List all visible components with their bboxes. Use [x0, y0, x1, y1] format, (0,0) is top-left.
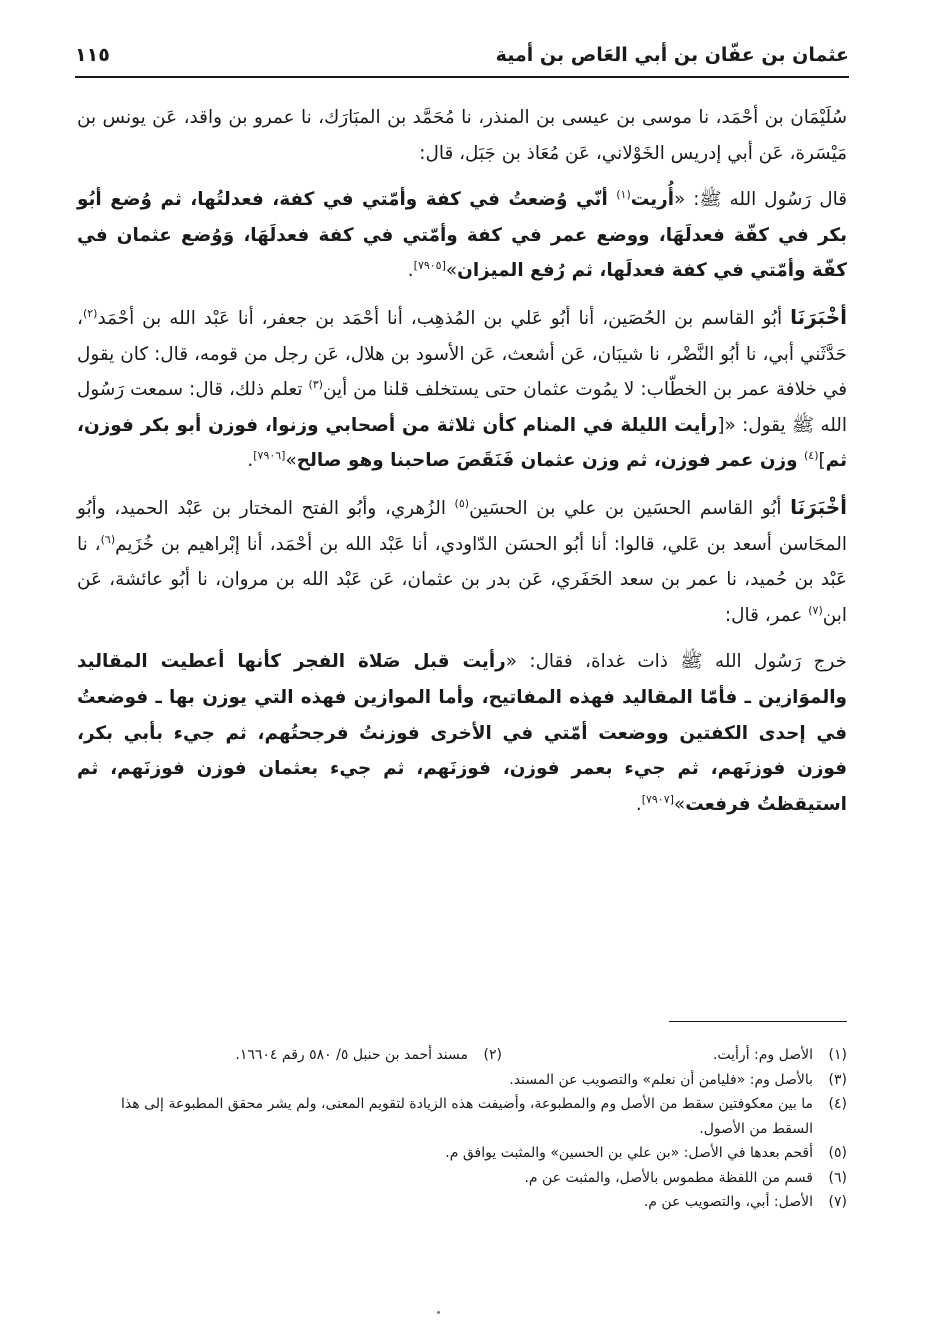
footnote-text: قسم من اللفظة مطموس بالأصل، والمثبت عن م.	[524, 1169, 813, 1186]
footnote-number: (٦)	[828, 1169, 847, 1186]
isnad-text: أبُو القاسم الحسَين بن علي بن الحسَين	[469, 497, 791, 519]
footnote-number: (٧)	[828, 1194, 847, 1210]
footnote-separator	[669, 1021, 847, 1022]
footnote-marker-4: (٤)	[803, 449, 819, 463]
isnad-text: الزُهري، وأبُو الفتح المختار بن عَبْد الحميد، وأبُو المحَاسن أسعد بن عَلي، قالوا: أنا أبُو الحسَن الدّاودي، أنا عَبْد الله بن أحْمَد، أنا إبْراهيم بن خُزَيم	[77, 497, 848, 555]
hadith-text: رأيت قبل صَلاة الفجر كأنها أعطيت المقاليد والموَازين ـ فأمّا المقاليد فهذه المفاتيح، وأما الموازين فهذه التي يوزن بها ـ فوضعتُ في إحدى الكفتين ووضعت أمّتي في الأخرى فوزنتُ فرجحتُهم، ثم جيء بأبي بكر، فوزن فوزنَهم، ثم جيء بعمر فوزن، فوزنَهم، ثم جيء بعثمان فوزن فوزنَهم، ثم استيقظتُ فرفعت	[77, 651, 847, 815]
footnote-marker-7: (٧)	[808, 603, 823, 617]
paragraph-5	[77, 644, 847, 822]
hadith-text: رأيت الليلة في المنام كأن ثلاثة من أصحابي وزنوا، فوزن أبو بكر فوزن، ثم	[77, 414, 847, 472]
footnote-text: الأصل وم: أرأيت.	[712, 1047, 813, 1063]
hadith-text: أنّي وُضعتُ في كفة وأمّتي في كفة، فعدلتُها، ثم وُضع أبُو بكر في كفّة فعدلَهَا، ووضع عمر في كفة وأمّتي في كفة فعدلَهَا، وَوُضع عثمان في كفّة وأمّتي في كفة فعدلَها، ثم رُفع الميزان	[77, 189, 847, 282]
quote-close: »	[285, 450, 297, 472]
footnote-3	[77, 1068, 847, 1093]
footnote-text: أقحم بعدها في الأصل: «بن علي بن الحسين» والمثبت يوافق م.	[445, 1145, 813, 1161]
bracket-close: ]	[818, 450, 826, 472]
isnad-text: ، حَدَّثَني أبي، نا أبُو النَّضْر، نا شيبَان، عَن أشعث، عَن الأسود بن هلال، عَن رجل من قومه، قال: كان يقول في خلافة عمر بن الخطّاب: لا يمُوت عثمان حتى يستخلف قلنا من أين	[77, 307, 847, 401]
paragraph-1-text: سُلَيْمَان بن أحْمَد، نا موسى بن عيسى بن المنذر، نا مُحَمَّد بن المبَارَك، نا عمرو بن واقد، عَن يونس بن مَيْسَرة، عَن أبي إدريس الخَوْلاني، عَن مُعَاذ بن جَبَل، قال:	[77, 107, 847, 164]
paragraph-1	[77, 100, 847, 171]
isnad-text: عمر، قال:	[724, 604, 809, 626]
footnote-7	[77, 1190, 847, 1215]
footnote-text: الأصل: أبي، والتصويب عن م.	[643, 1194, 813, 1210]
footnote-text: ما بين معكوفتين سقط من الأصل وم والمطبوعة، وأضيفت هذه الزيادة لتقويم المعنى، ولم يشر محقق المطبوعة إلى هذا السقط من الأصول.	[121, 1096, 813, 1137]
hadith-text: وزن عمر فوزن، ثم وزن عثمان فَنَقَصَ صاحبنا وهو صالح	[296, 450, 804, 472]
footnote-text: بالأصل وم: «فليامن أن نعلم» والتصويب عن المسند.	[509, 1071, 813, 1088]
footnote-1	[502, 1043, 847, 1068]
footnote-row	[77, 1043, 847, 1068]
akhbarana-lead-word: أخْبَرَنَا	[790, 304, 847, 329]
footnote-number: (٤)	[828, 1096, 847, 1112]
hadith-intro: قال رَسُول الله ﷺ: «	[674, 189, 847, 211]
hadith-reference-number: [٧٩٠٧]	[641, 792, 674, 806]
footnote-4	[77, 1092, 847, 1141]
paragraph-2	[77, 182, 847, 289]
isnad-text: أبُو القاسم بن الحُصَين، أنا أبُو عَلي بن المُذهِب، أنا أحْمَد بن جعفر، أنا عَبْد الله بن أحْمَد	[97, 307, 791, 329]
footnote-5	[77, 1141, 847, 1166]
paragraph-3	[77, 300, 847, 479]
quote-close: »	[445, 260, 458, 282]
hadith-reference-number: [٧٩٠٥]	[413, 259, 446, 273]
header-rule	[75, 76, 849, 78]
page-number: ١١٥	[75, 44, 110, 66]
paragraph-4	[77, 490, 847, 633]
footnote-marker-3: (٣)	[308, 378, 323, 392]
footnote-text: مسند أحمد بن حنبل ٥/ ٥٨٠ رقم ١٦٦٠٤.	[235, 1047, 468, 1063]
sentence-end: .	[247, 450, 254, 472]
sentence-end: .	[635, 793, 642, 815]
footnote-number: (١)	[828, 1047, 847, 1063]
footnote-marker-5: (٥)	[454, 496, 470, 510]
main-text	[77, 100, 847, 833]
running-title: عثمان بن عفّان بن أبي العَاص بن أمية	[495, 44, 849, 66]
akhbarana-lead-word: أخْبَرَنَا	[790, 494, 848, 519]
page-header	[75, 36, 849, 78]
sentence-end: .	[407, 260, 414, 282]
hadith-intro: خرج رَسُول الله ﷺ ذات غداة، فقال: «	[505, 651, 847, 673]
hadith-text: أُريت	[630, 189, 675, 211]
footnote-marker-6: (٦)	[100, 532, 116, 546]
footnotes	[77, 1043, 847, 1215]
footnote-number: (٥)	[828, 1145, 847, 1161]
footnote-number: (٢)	[483, 1047, 502, 1063]
footnote-marker-1: (١)	[616, 188, 631, 202]
footnote-number: (٣)	[828, 1071, 847, 1088]
isnad-text: تعلم ذلك، قال: سمعت رَسُول الله ﷺ يقول: «[	[77, 379, 847, 436]
footnote-2	[235, 1043, 502, 1068]
footnote-6	[77, 1166, 847, 1191]
hadith-reference-number: [٧٩٠٦]	[253, 449, 286, 463]
quote-close: »	[673, 793, 686, 815]
footnote-marker-2: (٢)	[82, 306, 98, 320]
scan-speck	[437, 1311, 440, 1314]
isnad-text: ، نا عَبْد بن حُميد، نا عمر بن سعد الحَفَري، عَن بدر بن عثمان، عَن عَبْد الله بن مروان، نا أبُو عائشة، عَن ابن	[77, 533, 847, 626]
